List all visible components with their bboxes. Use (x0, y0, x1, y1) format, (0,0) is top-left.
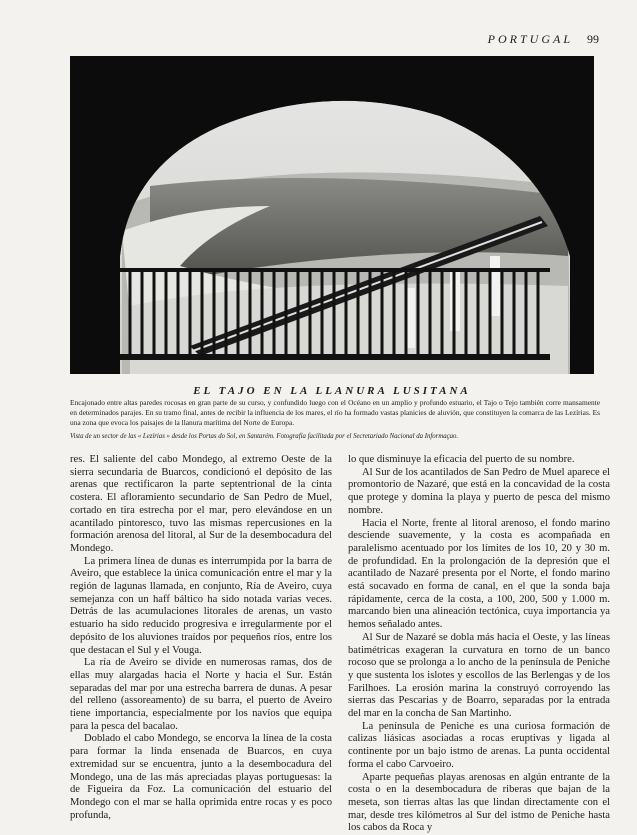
paragraph: Al Sur de Nazaré se dobla más hacia el Oeste, y las líneas batimétricas exageran la curvatura en torno de un banco rocoso que se prolonga a lo ancho de la península de Peniche y que sustenta los islotes y escollos de las Berlengas y de los Farilhoes. La erosión marina la construyó corroyendo las sierras das Pescarias y de Boarro, separadas por la entrada del mar en la concha de San Martinho. (348, 631, 610, 720)
page-number: 99 (587, 32, 599, 46)
figure-credit: Vista de un sector de las « Lezírias » desde los Portas do Sol, en Santarém. Fotografía facilitada por el Secretariado Nacional da Informaçao. (70, 433, 459, 440)
paragraph: res. El saliente del cabo Mondego, al extremo Oeste de la sierra secundaria de Buarcos, condicionó el depósito de las arenas que rectificaron la parte septentrional de la cinta costera. El afloramiento secundario de San Pedro de Muel, cortado en tira estrecha por el mar, pero elevándose en un acantilado pintoresco, tuvo las mismas repercusiones en la formación arenosa del litoral, al Sur de la desembocadura del Mondego. (70, 454, 332, 554)
paragraph: La primera línea de dunas es interrumpida por la barra de Aveiro, que establece la única comunicación entre el mar y la región de lagunas llamada, en conjunto, Ría de Aveiro, cuya semejanza con un haff báltico ha sido notada varias veces. Detrás de las acumulaciones litorales de arenas, un vasto estuario ha sido reducido progresiva e irregularmente por el depósito de los aluviones traídos por pequeños ríos, entre los que destacan el Sul y el Vouga. (70, 555, 332, 656)
running-header-title: PORTUGAL (487, 32, 573, 46)
figure-caption: Encajonado entre altas paredes rocosas en gran parte de su curso, y confundido luego con el Océano en un amplio y profundo estuario, el Tajo o Tejo también corre mansamente en determinados parajes. En su tramo final, antes de recibir la influencia de los mares, el río ha formado vastas planicies de aluvión, que constituyen la comarca de las Lezírias. Es una zona que evoca los paisajes de la llanura marítima del Norte de Europa. (70, 398, 600, 427)
left-column (70, 454, 332, 822)
paragraph: Aparte pequeñas playas arenosas en algún entrante de la costa o en la desembocadura de riberas que bajan de la meseta, son tierras altas las que lindan directamente con el mar, desde tres kilómetros al Sur del istmo de Peniche hasta los cabos da Roca y (348, 771, 610, 834)
figure-title: EL TAJO EN LA LLANURA LUSITANA (193, 385, 471, 397)
paragraph: Al Sur de los acantilados de San Pedro de Muel aparece el promontorio de Nazaré, que está en la concavidad de la costa que protege y domina la playa y puerto de pesca del mismo nombre. (348, 466, 610, 516)
tajo-photograph (70, 56, 594, 374)
paragraph: Hacia el Norte, frente al litoral arenoso, el fondo marino desciende suavemente, y la costa es acompañada en paralelismo acentuado por los límites de los 10, 20 y 30 m. de profundidad. En la prolongación de la depresión que el acantilado de Nazaré presenta por el Norte, el fondo marino está socavado en forma de canal, en el que la sonda baja rápidamente, cerca de la costa, a 100, 200, 500 y 1.000 m. marcando bien una alineación tectónica, cuya importancia ya hemos señalado antes. (348, 517, 610, 631)
paragraph: lo que disminuye la eficacia del puerto de su nombre. (348, 454, 575, 465)
paragraph: Doblado el cabo Mondego, se encorva la línea de la costa para formar la linda ensenada de Buarcos, en cuya extremidad sur se encuentra, junto a la desembocadura del Mondego, una de las más apreciadas playas portuguesas: la de Figueira da Foz. La comunicación del estuario del Mondego con el mar se halla oprimida entre rocas y es poco profunda, (70, 733, 332, 821)
running-header (488, 32, 599, 47)
right-column (348, 454, 610, 835)
paragraph: La península de Peniche es una curiosa formación de calizas liásicas asociadas a rocas eruptivas y ligada al continente por un bajo istmo de arenas. La punta occidental forma el cabo Carvoeiro. (348, 720, 610, 770)
paragraph: La ría de Aveiro se divide en numerosas ramas, dos de ellas muy alargadas hacia el Norte y hacia el Sur. Están separadas del mar por una estrecha barrera de dunas. A pesar del relleno (assoreamento) de su barra, el puerto de Aveiro tiene importancia, especialmente por los navíos que equipa para la pesca del bacalao. (70, 657, 332, 732)
